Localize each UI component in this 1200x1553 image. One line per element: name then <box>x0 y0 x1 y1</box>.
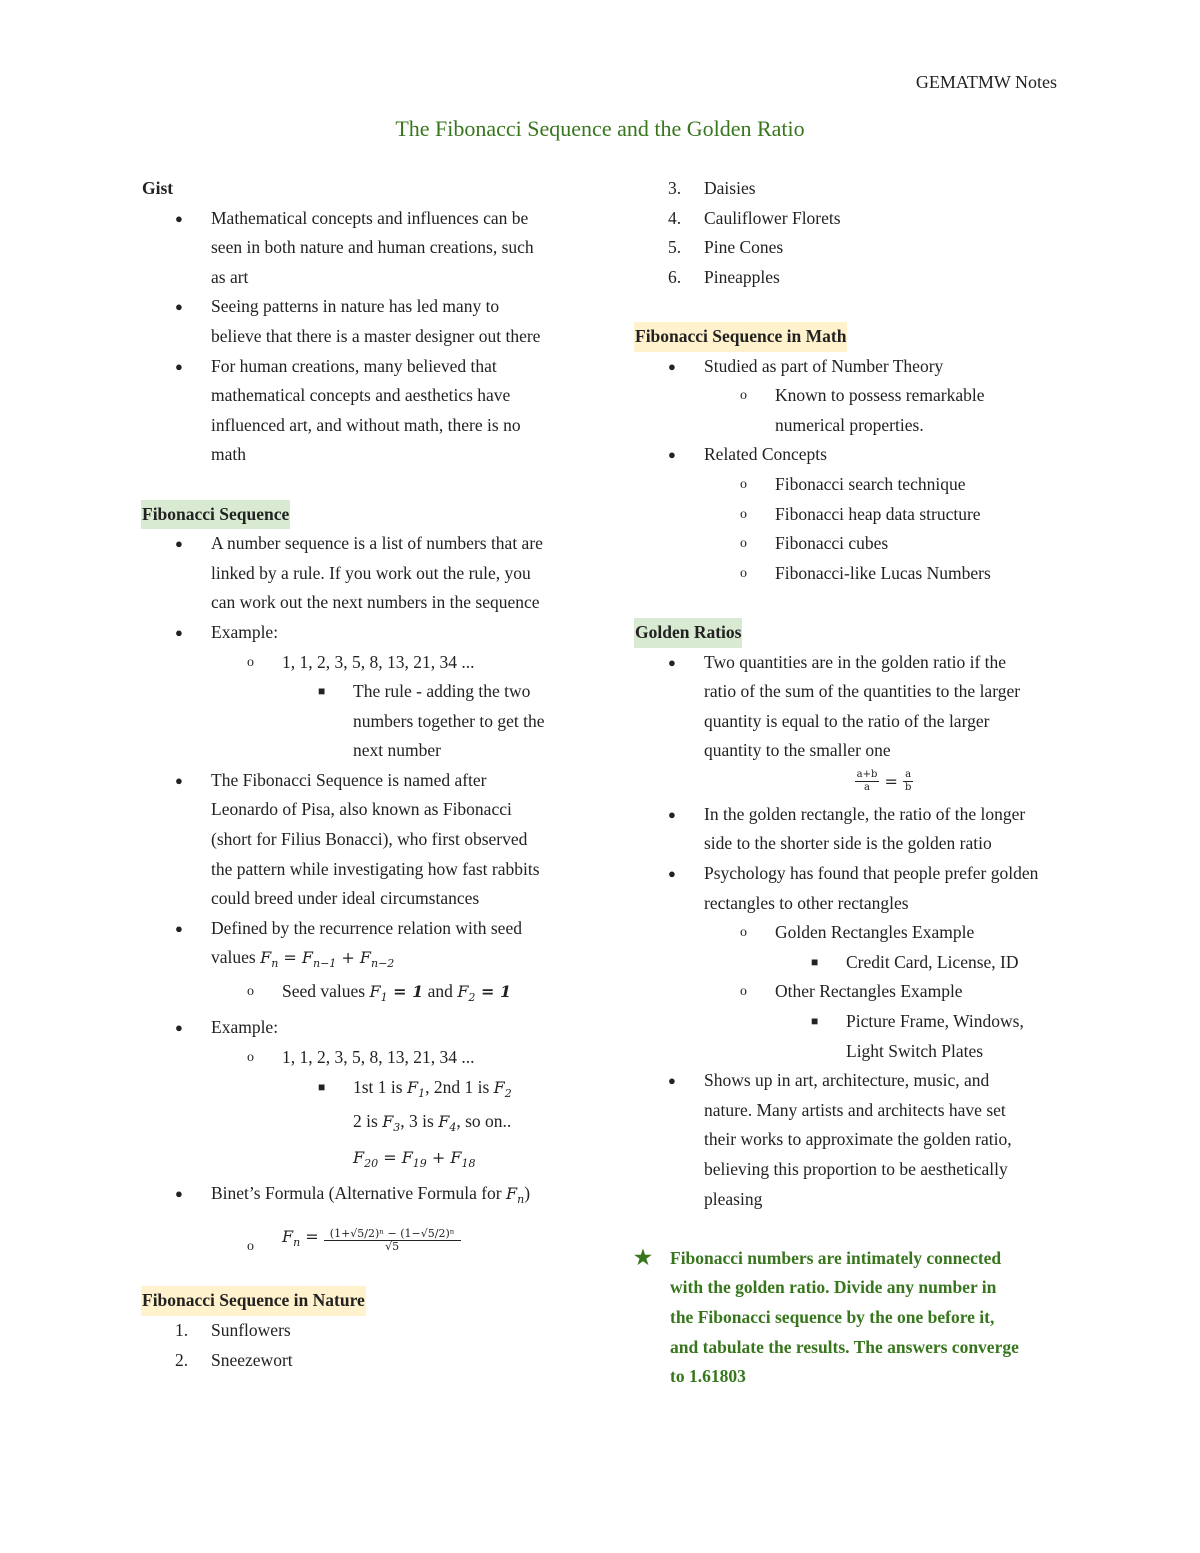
math-bullet: ● Studied as part of Number Theory <box>634 352 1064 382</box>
gist-bullet: ● For human creations, many believed that mathematical concepts and aesthetics have influenced art, and without math, there is no math <box>141 352 581 470</box>
circle-bullet-icon: o <box>740 984 747 1000</box>
example-sequence: o 1, 1, 2, 3, 5, 8, 13, 21, 34 ... <box>141 648 581 678</box>
fib-bullet: ● The Fibonacci Sequence is named after Leonardo of Pisa, also known as Fibonacci (short for Filius Bonacci), who first observed the pattern while investigating how fast rabbits could breed under ideal circumstances <box>141 766 581 914</box>
bullet-icon: ● <box>175 1020 183 1036</box>
list-item: 4. Cauliflower Florets <box>668 207 841 228</box>
circle-bullet-icon: o <box>740 536 747 552</box>
golden-bullet: ● Psychology has found that people prefer golden rectangles to other rectangles <box>634 859 1064 918</box>
math-subbullet: o Known to possess remarkable numerical properties. <box>634 381 1064 440</box>
index-example: 2 is $F_3$, 3 is $F_4$, so on.. <box>353 1110 512 1134</box>
bullet-icon: ● <box>668 1073 676 1089</box>
index-example: ■ 1st 1 is $F_1$, 2nd 1 is $F_2$ <box>141 1073 581 1107</box>
rule-note: ■ The rule - adding the two numbers together to get the next number <box>141 677 581 766</box>
fib-nature-heading: Fibonacci Sequence in Nature <box>141 1286 581 1316</box>
bullet-icon: ● <box>175 358 183 374</box>
binet-fraction: $\frac{\text{(1+√5/2)ⁿ − (1−√5/2)ⁿ}}{√5}$ <box>324 1228 461 1253</box>
gist-bullet: ● Mathematical concepts and influences can be seen in both nature and human creations, such as art <box>141 204 581 293</box>
callout-note: ★ Fibonacci numbers are intimately connected with the golden ratio. Divide any number in the Fibonacci sequence by the one before it, and tabulate the results. The answers converge to 1.61803 <box>634 1244 1064 1392</box>
circle-bullet-icon: o <box>247 1239 254 1255</box>
fib-bullet: ● Example: <box>141 618 581 648</box>
list-item: 1. Sunflowers <box>175 1320 291 1340</box>
list-item: 6. Pineapples <box>668 266 780 287</box>
square-bullet-icon: ■ <box>318 1079 326 1094</box>
list-item: 5. Pine Cones <box>668 237 784 258</box>
bullet-icon: ● <box>175 210 183 226</box>
golden-bullet: ● Shows up in art, architecture, music, and nature. Many artists and architects have set their works to approximate the golden ratio, believing this proportion to be aesthetically pleasing <box>634 1066 1064 1214</box>
bullet-icon: ● <box>175 920 183 936</box>
example-sequence-2: o 1, 1, 2, 3, 5, 8, 13, 21, 34 ... <box>141 1043 581 1073</box>
bullet-icon: ● <box>668 447 676 463</box>
circle-bullet-icon: o <box>247 1050 254 1066</box>
circle-bullet-icon: o <box>740 925 747 941</box>
golden-example: o Golden Rectangles Example <box>634 918 1064 948</box>
concept-item: o Fibonacci heap data structure <box>634 500 1064 530</box>
golden-ratio-formula: $\frac{a+b}{a}$ = $\frac{a}{b}$ <box>856 769 912 794</box>
other-example: o Other Rectangles Example <box>634 977 1064 1007</box>
circle-bullet-icon: o <box>740 388 747 404</box>
golden-example-items: ■ Credit Card, License, ID <box>634 948 1064 978</box>
gist-heading: Gist <box>142 178 174 198</box>
bullet-icon: ● <box>668 654 676 670</box>
golden-heading: Golden Ratios <box>634 618 1064 648</box>
circle-bullet-icon: o <box>247 984 254 1000</box>
index-example: $F_{20} = F_{19} + F_{18}$ <box>353 1147 476 1170</box>
gist-bullet: ● Seeing patterns in nature has led many to believe that there is a master designer out there <box>141 292 581 351</box>
binet-formula: o $F_n$ = $\frac{\text{(1+√5/2)ⁿ − (1−√5/2)ⁿ}}{√5}$ <box>141 1214 581 1268</box>
golden-bullet: ● In the golden rectangle, the ratio of the longer side to the shorter side is the golden ratio <box>634 800 1064 859</box>
bullet-icon: ● <box>668 358 676 374</box>
square-bullet-icon: ■ <box>318 684 326 699</box>
circle-bullet-icon: o <box>247 654 254 670</box>
right-column <box>634 174 1064 1392</box>
math-bullet: ● Related Concepts <box>634 440 1064 470</box>
bullet-icon: ● <box>175 1185 183 1201</box>
list-item: 2. Sneezewort <box>175 1349 293 1370</box>
page-title: The Fibonacci Sequence and the Golden Ratio <box>395 116 805 141</box>
bullet-icon: ● <box>175 536 183 552</box>
seed-values: o Seed values $F_1 = 1$ and $F_2 = 1$ <box>141 977 581 1013</box>
binet-bullet: ● Binet’s Formula (Alternative Formula for $F_n$) <box>141 1179 581 1215</box>
concept-item: o Fibonacci cubes <box>634 529 1064 559</box>
bullet-icon: ● <box>668 866 676 882</box>
other-example-items: ■ Picture Frame, Windows, Light Switch Plates <box>634 1007 1064 1066</box>
fib-bullet: ● A number sequence is a list of numbers that are linked by a rule. If you work out the rule, you can work out the next numbers in the sequence <box>141 529 581 618</box>
square-bullet-icon: ■ <box>811 1014 819 1029</box>
bullet-icon: ● <box>668 806 676 822</box>
fib-bullet: ● Defined by the recurrence relation with seed values $F_n = F_{n-1} + F_{n-2}$ <box>141 914 581 978</box>
header-note: GEMATMW Notes <box>915 72 1057 92</box>
circle-bullet-icon: o <box>740 565 747 581</box>
list-item: 3. Daisies <box>668 178 756 198</box>
circle-bullet-icon: o <box>740 506 747 522</box>
bullet-icon: ● <box>175 772 183 788</box>
concept-item: o Fibonacci-like Lucas Numbers <box>634 559 1064 589</box>
fib-sequence-heading: Fibonacci Sequence <box>141 500 581 530</box>
bullet-icon: ● <box>175 299 183 315</box>
bullet-icon: ● <box>175 624 183 640</box>
golden-bullet: ● Two quantities are in the golden ratio if the ratio of the sum of the quantities to the larger quantity is equal to the ratio of the larger quantity to the smaller one <box>634 648 1064 766</box>
star-icon: ★ <box>634 1246 652 1269</box>
square-bullet-icon: ■ <box>811 954 819 969</box>
fib-math-heading: Fibonacci Sequence in Math <box>634 322 1064 352</box>
circle-bullet-icon: o <box>740 476 747 492</box>
fib-bullet: ● Example: <box>141 1013 581 1043</box>
concept-item: o Fibonacci search technique <box>634 470 1064 500</box>
left-column <box>141 174 581 1375</box>
recurrence-formula: values $F_n = F_{n-1} + F_{n-2}$ <box>211 947 395 971</box>
